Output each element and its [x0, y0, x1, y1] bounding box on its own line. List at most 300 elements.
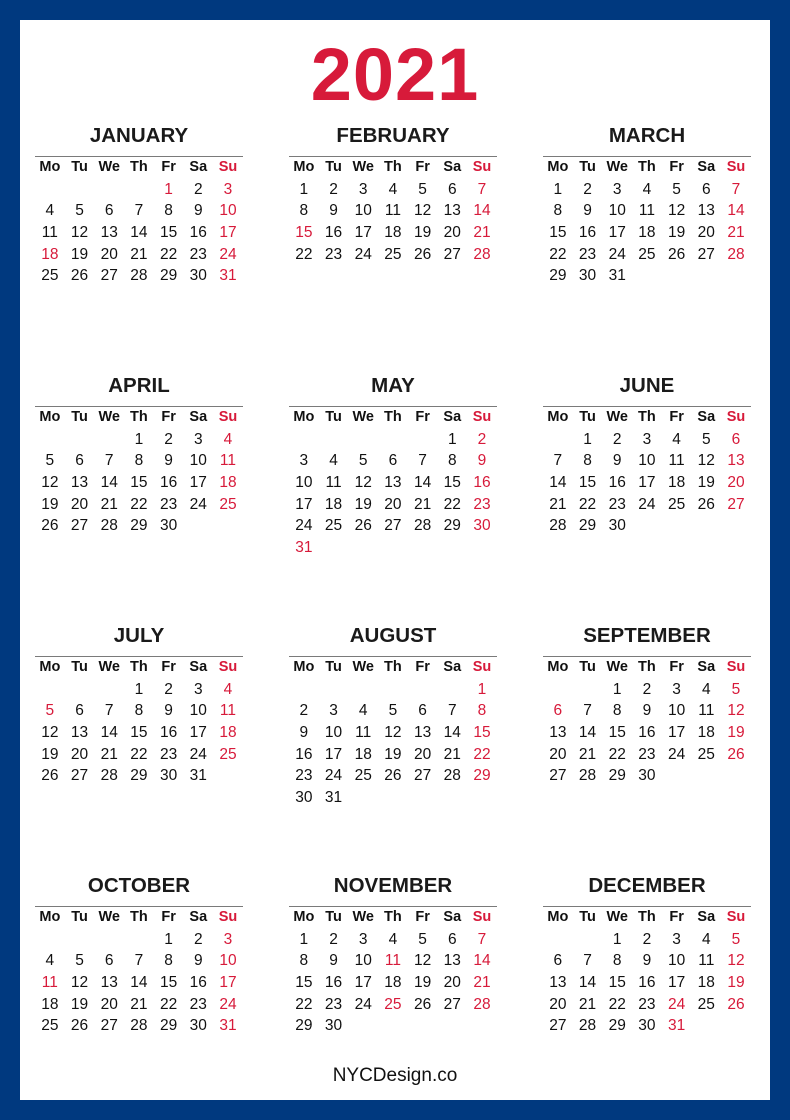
day-cell: 30	[324, 1017, 343, 1035]
day-cell: 21	[578, 995, 597, 1013]
empty-cell	[348, 429, 378, 451]
day-cell: 29	[549, 267, 567, 285]
weekday-header: Su	[472, 409, 492, 425]
day-cell: 17	[638, 474, 656, 492]
day-cell: 23	[324, 245, 343, 263]
day-cell: 20	[384, 495, 402, 513]
day-cell: 14	[727, 202, 745, 220]
weekday-header: Tu	[579, 409, 596, 425]
day-cell: 26	[354, 517, 372, 535]
day-cell: 12	[70, 974, 89, 992]
day-cell: 17	[667, 724, 686, 742]
day-cell: 29	[130, 767, 148, 785]
day-cell: 17	[324, 745, 343, 763]
day-cell: 6	[75, 452, 84, 470]
empty-cell	[94, 179, 124, 201]
day-cell: 8	[299, 952, 309, 970]
day-cell: 6	[553, 952, 563, 970]
weekday-header: We	[98, 159, 120, 175]
day-cell: 23	[608, 495, 626, 513]
day-cell: 30	[638, 767, 656, 785]
weekday-header: Tu	[71, 909, 88, 925]
day-cell: 16	[159, 474, 178, 492]
day-cell: 11	[384, 952, 401, 970]
day-cell: 4	[358, 702, 368, 720]
weekday-header: Mo	[547, 909, 569, 925]
weekday-header: Sa	[189, 409, 208, 425]
day-cell: 18	[384, 224, 402, 242]
weekday-header: Fr	[669, 159, 684, 175]
weekday-header: Su	[726, 409, 746, 425]
weekday-header: Th	[638, 909, 656, 925]
weekday-header: Su	[726, 159, 746, 175]
month-name-label: OCTOBER	[87, 874, 191, 897]
day-cell: 15	[443, 474, 461, 492]
day-cell: 3	[358, 930, 368, 948]
weekday-header: Sa	[443, 409, 462, 425]
weekday-header: Th	[130, 159, 148, 175]
day-cell: 1	[583, 430, 592, 448]
empty-cell	[573, 679, 603, 701]
weekday-header: Th	[130, 909, 148, 925]
day-cell: 2	[299, 702, 309, 720]
day-cell: 8	[477, 702, 487, 720]
weekday-header: Mo	[293, 659, 315, 675]
month-name	[289, 620, 497, 652]
day-cell: 22	[443, 495, 461, 513]
day-cell: 24	[189, 745, 207, 763]
day-cell: 31	[219, 267, 237, 285]
day-cell: 8	[164, 202, 173, 220]
day-cell: 12	[667, 202, 686, 220]
day-cell: 9	[164, 702, 173, 720]
weekday-header: Fr	[415, 909, 430, 925]
day-cell: 15	[159, 974, 178, 992]
day-cell: 13	[549, 724, 567, 742]
day-cell: 15	[608, 724, 626, 742]
month-name	[543, 120, 751, 152]
day-cell: 30	[578, 267, 597, 285]
weekday-header: Tu	[325, 659, 342, 675]
day-cell: 20	[413, 745, 432, 763]
month-name-label: FEBRUARY	[336, 124, 450, 147]
day-cell: 12	[727, 702, 745, 720]
day-cell: 7	[477, 180, 487, 198]
day-cell: 10	[354, 952, 372, 970]
empty-cell	[35, 179, 65, 201]
month-july	[35, 620, 243, 787]
day-cell: 30	[608, 517, 626, 535]
day-cell: 13	[413, 724, 432, 742]
weekday-header: Fr	[161, 159, 176, 175]
day-cell: 14	[473, 202, 491, 220]
day-cell: 1	[612, 680, 622, 698]
day-cell: 22	[130, 495, 148, 513]
month-name	[543, 870, 751, 902]
day-cell: 25	[697, 745, 715, 763]
day-cell: 16	[189, 974, 207, 992]
weekday-header: Mo	[547, 159, 569, 175]
day-cell: 26	[384, 767, 402, 785]
day-cell: 31	[219, 1017, 237, 1035]
day-cell: 3	[642, 430, 652, 448]
weekday-header: We	[352, 659, 374, 675]
day-cell: 29	[608, 1017, 626, 1035]
day-cell: 2	[329, 180, 338, 198]
day-cell: 12	[413, 952, 432, 970]
day-cell: 18	[638, 224, 656, 242]
day-cell: 1	[134, 680, 144, 698]
day-grid	[35, 657, 243, 787]
weekday-header: Su	[218, 159, 238, 175]
weekday-header: Su	[726, 909, 746, 925]
day-cell: 27	[100, 267, 118, 285]
day-cell: 28	[130, 1017, 148, 1035]
day-cell: 8	[583, 452, 592, 470]
day-cell: 6	[447, 180, 457, 198]
empty-cell	[408, 679, 438, 701]
month-february	[289, 120, 497, 265]
day-cell: 2	[329, 930, 338, 948]
day-grid	[543, 407, 751, 537]
weekday-header: Th	[384, 659, 402, 675]
weekday-header: We	[606, 659, 628, 675]
month-name	[35, 620, 243, 652]
day-cell: 12	[384, 724, 402, 742]
day-cell: 27	[549, 1017, 567, 1035]
day-cell: 4	[223, 430, 233, 448]
day-cell: 23	[189, 995, 207, 1013]
weekday-header: Tu	[325, 909, 342, 925]
day-cell: 14	[549, 474, 567, 492]
weekday-header: Sa	[189, 659, 208, 675]
day-cell: 18	[41, 245, 59, 263]
day-cell: 18	[697, 974, 715, 992]
weekday-header: Su	[726, 659, 746, 675]
day-cell: 20	[70, 495, 89, 513]
month-name	[35, 120, 243, 152]
empty-cell	[35, 929, 65, 951]
day-cell: 22	[608, 745, 626, 763]
day-cell: 22	[473, 745, 491, 763]
day-cell: 11	[698, 952, 715, 970]
day-cell: 7	[583, 702, 592, 720]
day-cell: 1	[164, 930, 173, 948]
weekday-header: Sa	[697, 159, 716, 175]
weekday-header: Mo	[293, 159, 315, 175]
day-cell: 5	[45, 452, 55, 470]
day-cell: 1	[553, 180, 563, 198]
day-cell: 31	[189, 767, 207, 785]
day-cell: 4	[701, 930, 711, 948]
day-cell: 6	[388, 452, 398, 470]
day-cell: 25	[638, 245, 656, 263]
empty-cell	[378, 429, 408, 451]
day-cell: 3	[672, 680, 681, 698]
day-cell: 29	[578, 517, 597, 535]
day-cell: 24	[354, 245, 372, 263]
day-cell: 4	[45, 202, 55, 220]
day-cell: 21	[549, 495, 567, 513]
day-cell: 24	[608, 245, 626, 263]
day-cell: 28	[473, 245, 491, 263]
day-cell: 15	[549, 224, 567, 242]
day-cell: 7	[104, 702, 114, 720]
day-cell: 17	[354, 224, 372, 242]
day-cell: 3	[193, 680, 203, 698]
day-cell: 1	[477, 680, 487, 698]
day-cell: 7	[134, 202, 144, 220]
weekday-header: We	[606, 159, 628, 175]
day-cell: 7	[477, 930, 487, 948]
day-cell: 25	[219, 495, 237, 513]
day-cell: 10	[189, 702, 207, 720]
day-cell: 6	[104, 952, 114, 970]
day-cell: 29	[443, 517, 461, 535]
day-cell: 26	[667, 245, 686, 263]
day-cell: 1	[612, 930, 622, 948]
day-cell: 2	[612, 430, 622, 448]
day-cell: 28	[100, 517, 118, 535]
day-grid	[289, 657, 497, 809]
day-cell: 8	[612, 702, 622, 720]
day-cell: 26	[41, 517, 59, 535]
day-cell: 9	[642, 952, 652, 970]
day-cell: 13	[70, 724, 89, 742]
day-cell: 12	[697, 452, 715, 470]
weekday-header: Sa	[697, 409, 716, 425]
day-cell: 3	[672, 930, 681, 948]
day-cell: 11	[219, 702, 237, 720]
day-cell: 31	[324, 789, 343, 807]
day-cell: 13	[100, 224, 118, 242]
weekday-header: Fr	[669, 409, 684, 425]
day-cell: 23	[295, 767, 313, 785]
day-cell: 10	[295, 474, 313, 492]
day-cell: 4	[45, 952, 55, 970]
day-cell: 11	[638, 202, 655, 220]
empty-cell	[408, 429, 438, 451]
day-cell: 25	[384, 995, 402, 1013]
weekday-header: Mo	[39, 409, 61, 425]
empty-cell	[573, 929, 603, 951]
month-name-label: MARCH	[608, 124, 686, 147]
day-cell: 17	[608, 224, 626, 242]
day-cell: 18	[219, 474, 237, 492]
month-name	[35, 870, 243, 902]
day-cell: 10	[324, 724, 343, 742]
day-cell: 16	[638, 724, 656, 742]
day-cell: 19	[70, 995, 89, 1013]
day-cell: 24	[295, 517, 313, 535]
empty-cell	[124, 179, 154, 201]
day-cell: 11	[384, 202, 401, 220]
month-january	[35, 120, 243, 287]
day-cell: 9	[583, 202, 592, 220]
weekday-header: Su	[472, 159, 492, 175]
empty-cell	[348, 679, 378, 701]
day-cell: 21	[578, 745, 597, 763]
day-cell: 24	[354, 995, 372, 1013]
day-cell: 14	[130, 974, 148, 992]
day-cell: 6	[701, 180, 711, 198]
day-cell: 26	[697, 495, 715, 513]
day-cell: 27	[70, 517, 89, 535]
day-cell: 15	[295, 974, 313, 992]
day-cell: 23	[638, 745, 656, 763]
day-grid	[543, 657, 751, 787]
day-cell: 5	[672, 180, 681, 198]
day-cell: 5	[418, 930, 427, 948]
day-cell: 20	[70, 745, 89, 763]
weekday-header: Su	[472, 909, 492, 925]
day-cell: 18	[354, 745, 372, 763]
weekday-header: Th	[384, 159, 402, 175]
day-cell: 12	[70, 224, 89, 242]
day-cell: 2	[477, 430, 487, 448]
day-cell: 25	[324, 517, 343, 535]
empty-cell	[65, 929, 95, 951]
day-cell: 17	[189, 724, 207, 742]
day-cell: 2	[164, 430, 173, 448]
day-cell: 24	[638, 495, 656, 513]
weekday-header: Th	[638, 409, 656, 425]
weekday-header: We	[352, 909, 374, 925]
month-name-label: APRIL	[108, 374, 170, 397]
day-grid	[543, 157, 751, 287]
day-cell: 21	[473, 974, 491, 992]
month-november	[289, 870, 497, 1037]
day-cell: 30	[189, 267, 207, 285]
day-cell: 18	[697, 724, 715, 742]
day-cell: 21	[130, 245, 148, 263]
day-cell: 19	[697, 474, 715, 492]
day-cell: 15	[295, 224, 313, 242]
day-grid	[289, 157, 497, 265]
day-cell: 27	[443, 995, 461, 1013]
day-cell: 10	[667, 952, 686, 970]
day-cell: 21	[100, 495, 118, 513]
day-cell: 10	[354, 202, 372, 220]
month-name-label: NOVEMBER	[333, 874, 453, 897]
day-cell: 20	[100, 245, 118, 263]
day-cell: 17	[667, 974, 686, 992]
day-cell: 8	[553, 202, 563, 220]
day-cell: 6	[553, 702, 563, 720]
weekday-header: Fr	[161, 909, 176, 925]
day-cell: 9	[164, 452, 173, 470]
day-cell: 2	[642, 930, 652, 948]
day-cell: 15	[473, 724, 491, 742]
day-cell: 7	[583, 952, 592, 970]
day-cell: 9	[329, 952, 338, 970]
day-cell: 9	[193, 202, 203, 220]
day-cell: 12	[354, 474, 372, 492]
weekday-header: Mo	[547, 659, 569, 675]
day-cell: 28	[473, 995, 491, 1013]
day-cell: 2	[164, 680, 173, 698]
day-cell: 31	[608, 267, 626, 285]
weekday-header: Mo	[293, 409, 315, 425]
empty-cell	[94, 429, 124, 451]
day-cell: 14	[578, 724, 597, 742]
day-cell: 16	[608, 474, 626, 492]
day-cell: 5	[75, 202, 84, 220]
weekday-header: Mo	[39, 159, 61, 175]
weekday-header: We	[352, 159, 374, 175]
day-cell: 28	[549, 517, 567, 535]
weekday-header: Fr	[415, 159, 430, 175]
day-cell: 11	[41, 224, 58, 242]
day-cell: 25	[384, 245, 402, 263]
day-cell: 19	[41, 495, 59, 513]
day-cell: 22	[549, 245, 567, 263]
day-cell: 27	[384, 517, 402, 535]
day-cell: 19	[384, 745, 402, 763]
month-name	[289, 370, 497, 402]
weekday-header: Fr	[161, 409, 176, 425]
weekday-header: Su	[218, 659, 238, 675]
month-may	[289, 370, 497, 559]
day-cell: 9	[193, 952, 203, 970]
weekday-header: Mo	[39, 659, 61, 675]
day-cell: 17	[219, 224, 237, 242]
day-cell: 12	[41, 474, 59, 492]
weekday-header: Su	[218, 409, 238, 425]
day-cell: 15	[130, 474, 148, 492]
day-cell: 13	[100, 974, 118, 992]
day-cell: 1	[447, 430, 457, 448]
month-name-label: JUNE	[619, 374, 675, 397]
day-cell: 22	[130, 745, 148, 763]
weekday-header: Fr	[669, 659, 684, 675]
day-cell: 25	[41, 1017, 59, 1035]
month-name	[289, 120, 497, 152]
day-cell: 13	[697, 202, 715, 220]
year-title: 2021	[310, 33, 480, 116]
day-cell: 9	[612, 452, 622, 470]
day-cell: 21	[443, 745, 461, 763]
month-june	[543, 370, 751, 537]
day-cell: 23	[578, 245, 597, 263]
weekday-header: Th	[130, 409, 148, 425]
weekday-header: Fr	[669, 909, 684, 925]
weekday-header: Sa	[189, 909, 208, 925]
day-cell: 18	[324, 495, 343, 513]
day-cell: 28	[578, 1017, 597, 1035]
day-cell: 29	[130, 517, 148, 535]
day-cell: 23	[324, 995, 343, 1013]
day-cell: 25	[667, 495, 686, 513]
month-name-label: JULY	[113, 624, 165, 647]
day-cell: 7	[418, 452, 427, 470]
day-cell: 27	[413, 767, 432, 785]
day-cell: 9	[642, 702, 652, 720]
day-cell: 4	[672, 430, 681, 448]
day-cell: 28	[443, 767, 461, 785]
weekday-header: Th	[384, 909, 402, 925]
weekday-header: We	[606, 409, 628, 425]
day-cell: 14	[100, 474, 118, 492]
month-april	[35, 370, 243, 537]
month-name	[543, 370, 751, 402]
day-cell: 26	[41, 767, 59, 785]
day-cell: 5	[701, 430, 711, 448]
day-cell: 8	[299, 202, 309, 220]
empty-cell	[543, 429, 573, 451]
weekday-header: Mo	[547, 409, 569, 425]
day-cell: 12	[413, 202, 432, 220]
